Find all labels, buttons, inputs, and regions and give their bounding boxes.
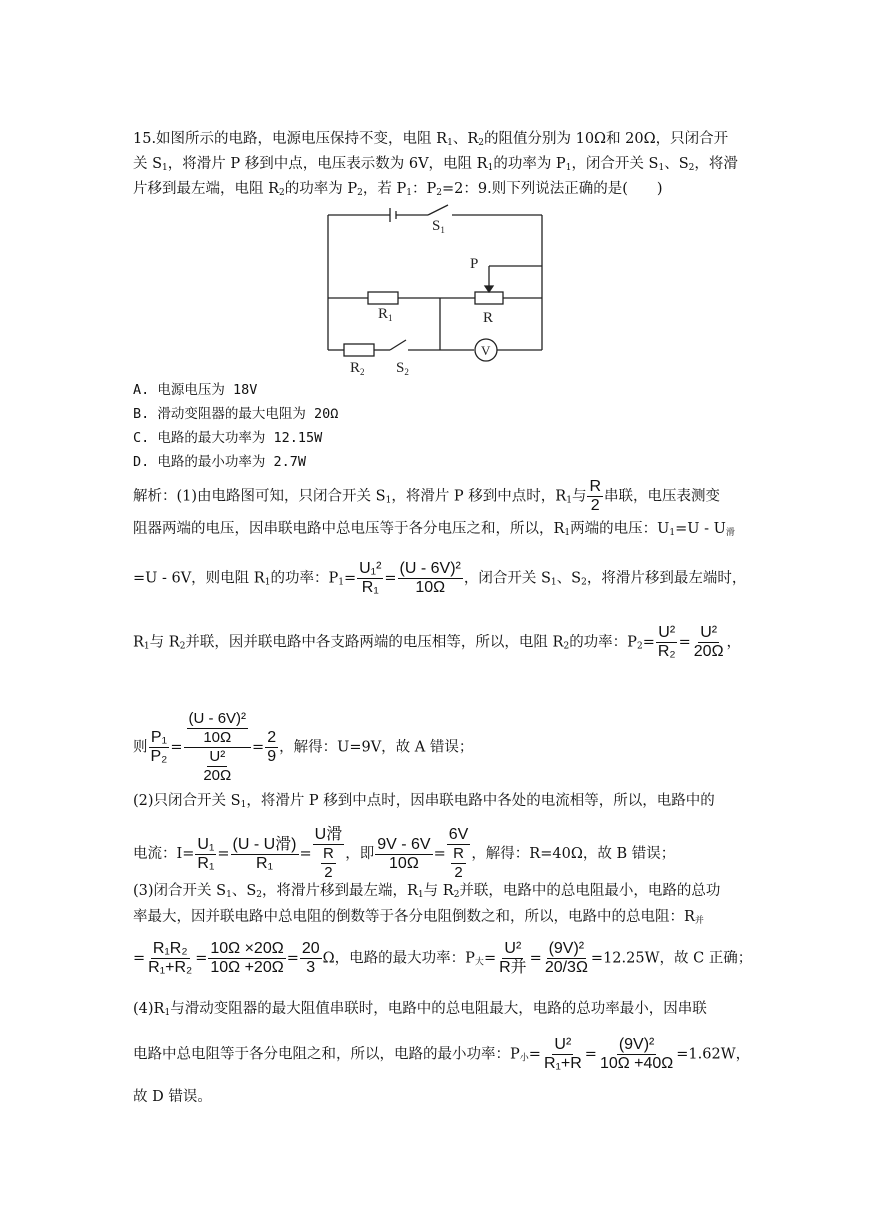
solution-line-2: 阻器两端的电压，因串联电路中总电压等于各分电压之和，所以，$R_1$两端的电压：$U_1=U - U_滑$	[133, 521, 735, 538]
label-p: P	[470, 256, 479, 272]
label-r: R	[483, 310, 494, 326]
label-s2: $S_2$	[396, 360, 409, 377]
question-line-2: 关 $S_1$，将滑片 P 移到中点，电压表示数为 6V，电阻 $R_1$的功率为 $P_1$，闭合开关 $S_1$、$S_2$，将滑	[133, 156, 738, 173]
solution-line-1: 解析：(1)由电路图可知，只闭合开关 $S_1$，将滑片 P 移到中点时，$R_1$与 $\frac{R}{2}$ 串联，电压表测变	[133, 478, 721, 514]
solution-line-4: $R_1$与 $R_2$并联，因并联电路中各支路两端的电压相等，所以，电阻 $R_2$的功率：$P_2=$ $\frac{\text{U²}}{\text{R₂}}$ = $\frac{\text{U²}}{20\Omega}$ ，	[133, 624, 742, 660]
solution-line-6: (2)只闭合开关 $S_1$，将滑片 P 移到中点时，因串联电路中各处的电流相等，所以，电路中的	[133, 793, 715, 810]
switch-s2-blade	[390, 340, 406, 350]
option-a: A. 电源电压为 18V	[133, 382, 258, 398]
solution-line-9: 率最大，因并联电路中总电阻的倒数等于各分电阻倒数之和，所以，电路中的总电阻：$R_并$	[133, 909, 704, 926]
switch-s1-blade	[428, 205, 448, 215]
compound-fraction: $\frac{\frac{\text{(U - 6V)²}}{10\Omega}}{\frac{\text{U²}}{20\Omega}}$	[184, 710, 252, 785]
solution-line-5: 则 $\frac{\text{P₁}}{\text{P₂}}$ = $\frac{\frac{\text{(U - 6V)²}}{10\Omega}}{\frac{\text{U²}}{20\Omega}}$ = $\frac{2}{9}$ ，解得：U=9V，故 A 错误；	[133, 710, 474, 784]
resistor-r2	[344, 344, 374, 356]
solution-line-11: $(4)R_1$与滑动变阻器的最大阻值串联时，电路中的总电阻最大，电路的总功率最小，因串联	[133, 1001, 707, 1018]
option-d: D. 电路的最小功率为 2.7W	[133, 454, 307, 470]
label-r2: $R_2$	[350, 360, 365, 377]
solution-line-10: = $\frac{\text{R₁R₂}}{\text{R₁+R₂}}$ = $\frac{10\Omega \times 20\Omega}{10\Omega +20\Omega}$ = $\frac{20}{3}$ Ω，电路的最大功率：$P_大=$ $\frac{\text{U²}}{\text{R并}}$ = $\frac{\text{(9V)²}}{20/3\Omega}$ =12.25W，故 C 正确；	[133, 940, 753, 976]
label-r1: $R_1$	[378, 306, 393, 323]
circuit-diagram	[320, 200, 550, 380]
solution-line-13: 故 D 错误。	[133, 1089, 212, 1105]
rheostat-r	[475, 292, 503, 304]
label-s1: $S_1$	[432, 218, 445, 235]
option-b: B. 滑动变阻器的最大电阻为 20Ω	[133, 406, 339, 422]
question-line-1: 15.如图所示的电路，电源电压保持不变，电阻 $R_1$、$R_2$的阻值分别为 10Ω和 20Ω，只闭合开	[133, 131, 729, 148]
question-line-3: 片移到最左端，电阻 $R_2$的功率为 $P_2$，若 $P_1$：$P_2=2$：9.则下列说法正确的是( )	[133, 181, 663, 198]
resistor-r1	[368, 292, 398, 304]
fraction-r-over-2: $\frac{R}{2}$	[589, 478, 602, 514]
solution-line-12: 电路中总电阻等于各分电阻之和，所以，电路的最小功率：$P_小=$ $\frac{\text{U²}}{\text{R₁+R}}$ = $\frac{\text{(9V)²}}{10\Omega +40\Omega}$ =1.62W，	[133, 1036, 751, 1072]
label-v: V	[481, 343, 491, 358]
solution-line-7: 电流：I= $\frac{\text{U₁}}{\text{R₁}}$ = $\frac{\text{(U - U滑)}}{\text{R₁}}$ = $\frac{\text{U滑}}{\frac{R}{2}}$ ，即 $\frac{9V - 6V}{10\Omega}$ = $\frac{6V}{\frac{R}{2}}$ ，解得：R=40Ω，故 B 错误；	[133, 826, 676, 881]
solution-line-3: =U - 6V，则电阻 $R_1$的功率：$P_1=$ $\frac{\text{U₁²}}{\text{R₁}}$ = $\frac{\text{(U - 6V)²}}{10\Omega}$ ，闭合开关 $S_1$、$S_2$，将滑片移到最左端时，	[133, 560, 747, 596]
option-c: C. 电路的最大功率为 12.15W	[133, 430, 323, 446]
solution-line-8: (3)闭合开关 $S_1$、$S_2$，将滑片移到最左端，$R_1$与 $R_2$并联，电路中的总电阻最小，电路的总功	[133, 883, 721, 900]
slider-p-arrow	[485, 286, 493, 292]
